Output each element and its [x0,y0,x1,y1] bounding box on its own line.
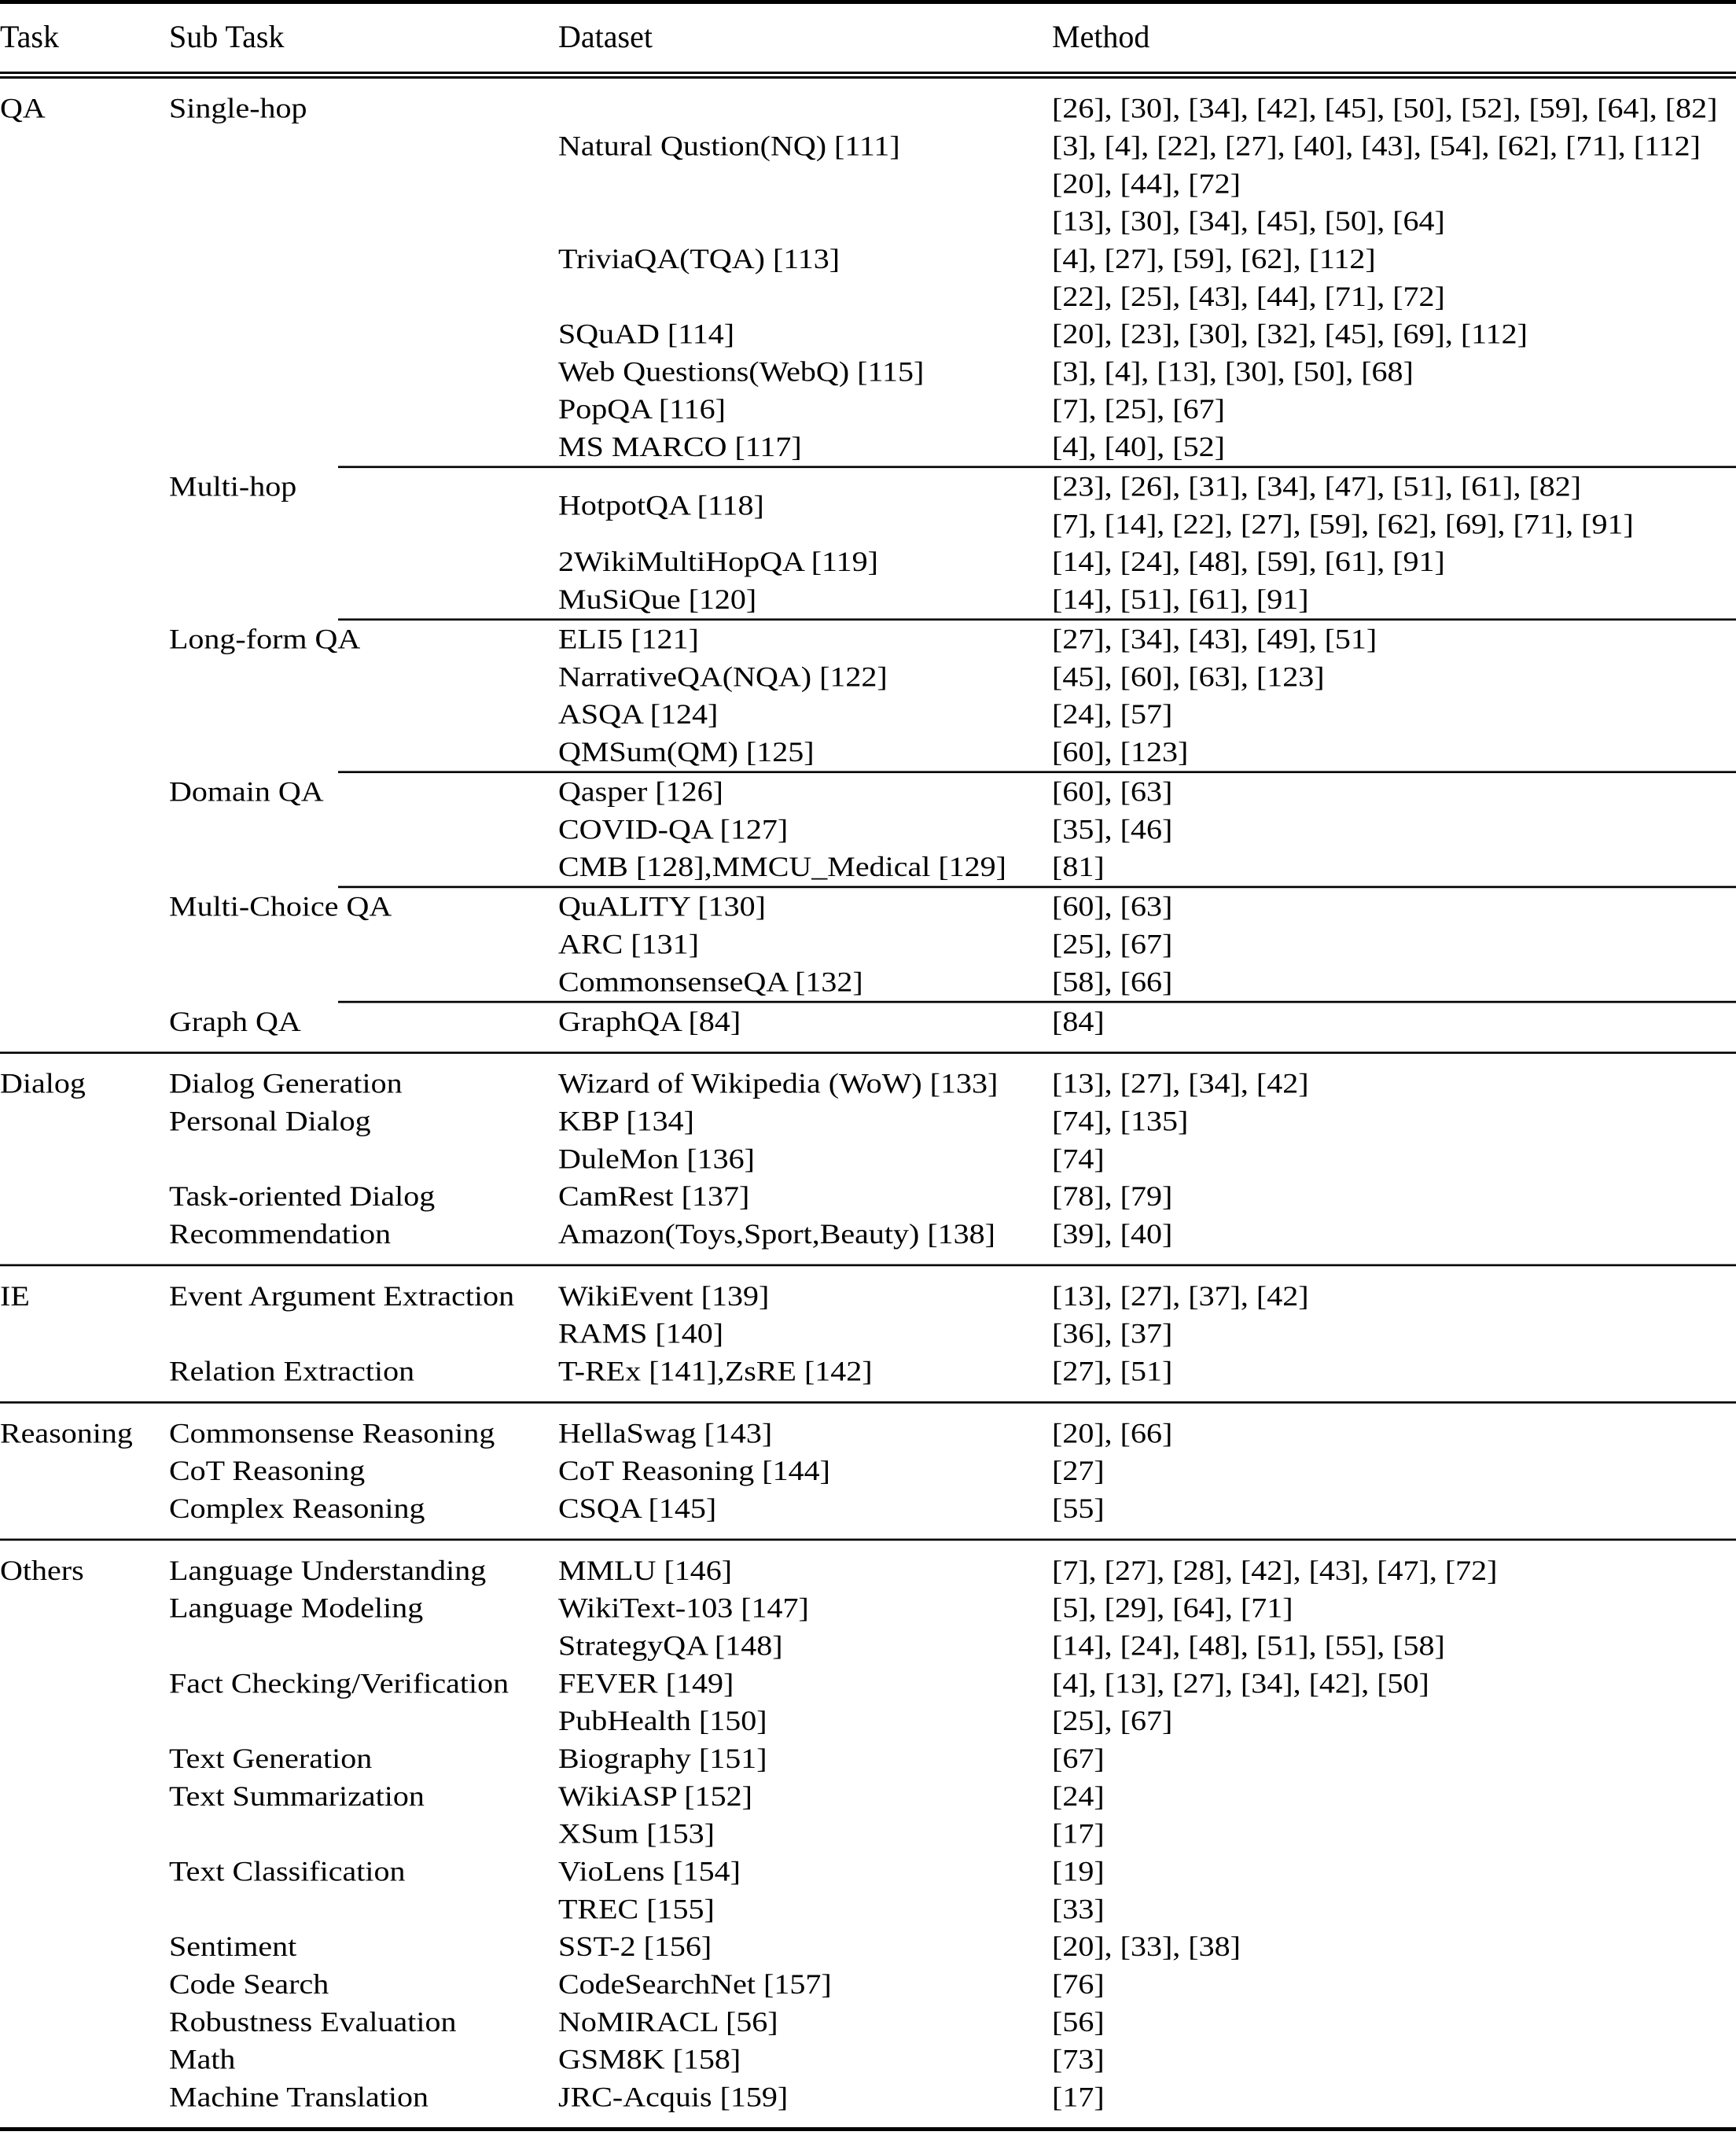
dataset-label: T-REx [141],ZsRE [142] [558,1355,873,1387]
table-row [558,620,1736,658]
table-row [558,90,1736,202]
dataset-rows [558,1178,1736,1216]
task-group [0,1541,1736,2127]
dataset-label: ARC [131] [558,928,699,960]
sub-task-block [169,1452,1736,1490]
task-group-separator-rule [0,1265,1736,1267]
method-line: [13], [30], [34], [45], [50], [64] [1052,205,1445,237]
method-list [1052,1490,1736,1528]
task-group-separator-rule [0,1401,1736,1404]
table-row [558,1740,1736,1778]
header-cell-sub-task: Sub Task [169,19,285,54]
sub-task-label: Multi-hop [169,470,297,503]
method-line: [4], [13], [27], [34], [42], [50] [1052,1667,1429,1699]
header-cell-task: Task [0,19,59,54]
dataset-rows [558,1103,1736,1178]
dataset-label: WikiASP [152] [558,1780,752,1812]
method-list [1052,811,1736,849]
dataset-label: CamRest [137] [558,1180,750,1213]
method-list [1052,2041,1736,2078]
dataset-label: CSQA [145] [558,1493,717,1524]
table-row [558,1627,1736,1665]
method-line: [4], [27], [59], [62], [112] [1052,243,1376,274]
table-row [558,696,1736,734]
method-line: [19] [1052,1855,1105,1887]
method-list [1052,429,1736,466]
sub-task-label: Fact Checking/Verification [169,1667,509,1699]
sub-task-label: Relation Extraction [169,1355,415,1387]
sub-task-block [169,620,1736,771]
method-list [1052,734,1736,771]
table-row [558,1103,1736,1140]
table-row [558,468,1736,543]
task-label: Dialog [0,1067,86,1099]
table-row [558,734,1736,771]
sub-task-label: Recommendation [169,1218,392,1250]
sub-task-block [169,1216,1736,1254]
method-list [1052,2003,1736,2041]
dataset-label: MuSiQue [120] [558,584,757,616]
sub-task-block [169,1178,1736,1216]
dataset-rows [558,90,1736,466]
method-list [1052,1815,1736,1853]
table-row [558,2078,1736,2116]
table-row [558,849,1736,886]
method-line: [81] [1052,851,1105,883]
method-list [1052,1966,1736,2004]
sub-task-label: Task-oriented Dialog [169,1180,436,1213]
sub-task-label: Commonsense Reasoning [169,1417,495,1449]
method-line: [5], [29], [64], [71] [1052,1592,1293,1624]
sub-task-block [169,1740,1736,1778]
dataset-rows [558,1589,1736,1665]
method-list [1052,203,1736,315]
dataset-rows [558,2041,1736,2078]
table-row [558,658,1736,696]
dataset-label: WikiText-103 [147] [558,1592,809,1624]
dataset-rows [558,1740,1736,1778]
method-line: [78], [79] [1052,1180,1173,1213]
method-list [1052,1140,1736,1178]
sub-task-label: Personal Dialog [169,1105,371,1137]
table-row [558,1065,1736,1103]
dataset-rows [558,1216,1736,1254]
method-list [1052,1928,1736,1966]
method-list [1052,543,1736,581]
dataset-label: KBP [134] [558,1105,694,1137]
dataset-label: CodeSearchNet [157] [558,1968,832,2000]
method-list [1052,849,1736,886]
table-row [558,1353,1736,1390]
sub-task-label: Machine Translation [169,2081,428,2113]
dataset-label: HellaSwag [143] [558,1417,773,1449]
method-line: [27], [51] [1052,1355,1173,1387]
method-list [1052,1853,1736,1890]
task-group-body [169,1277,1736,1390]
dataset-rows [558,1277,1736,1353]
method-line: [45], [60], [63], [123] [1052,661,1325,693]
method-line: [58], [66] [1052,966,1173,998]
sub-task-separator-rule [169,771,1736,773]
method-line: [17] [1052,2081,1105,2113]
table-row [558,1589,1736,1627]
method-line: [27] [1052,1455,1105,1487]
dataset-rows [558,1065,1736,1103]
dataset-rows [558,1966,1736,2004]
dataset-rows [558,2078,1736,2116]
sub-task-block [169,468,1736,618]
method-line: [4], [40], [52] [1052,431,1225,463]
dataset-rows [558,888,1736,1000]
method-line: [60], [63] [1052,890,1173,922]
dataset-rows [558,1353,1736,1390]
method-line: [20], [33], [38] [1052,1931,1241,1963]
table-row [558,1452,1736,1490]
method-list [1052,1777,1736,1815]
method-line: [7], [25], [67] [1052,393,1225,425]
dataset-label: SQuAD [114] [558,318,735,350]
method-list [1052,658,1736,696]
table-bottom-rule [0,2127,1736,2131]
method-list [1052,1890,1736,1928]
sub-task-label: Math [169,2043,236,2075]
task-group-body [169,1552,1736,2115]
method-list [1052,1627,1736,1665]
table-row [558,888,1736,926]
dataset-label: QMSum(QM) [125] [558,736,815,768]
sub-task-block [169,1928,1736,1966]
method-list [1052,1452,1736,1490]
method-list [1052,353,1736,391]
table-row [558,543,1736,581]
table-row [558,203,1736,315]
method-list [1052,1703,1736,1740]
method-list [1052,1740,1736,1778]
method-list [1052,1065,1736,1103]
method-list [1052,1103,1736,1140]
dataset-label: FEVER [149] [558,1667,734,1699]
sub-task-block [169,90,1736,466]
dataset-label: CoT Reasoning [144] [558,1455,830,1487]
dataset-label: Biography [151] [558,1743,767,1774]
method-line: [20], [66] [1052,1417,1173,1449]
sub-task-label: Text Summarization [169,1780,425,1812]
table-row [558,1003,1736,1040]
method-line: [14], [24], [48], [59], [61], [91] [1052,546,1445,578]
table-row [558,1815,1736,1853]
sub-task-label: Text Classification [169,1855,406,1887]
dataset-label: TriviaQA(TQA) [113] [558,243,840,274]
sub-task-block [169,2003,1736,2041]
dataset-label: RAMS [140] [558,1317,724,1349]
task-label: IE [0,1279,30,1312]
method-line: [24] [1052,1780,1105,1812]
sub-task-block [169,2078,1736,2116]
task-group [0,1266,1736,1401]
method-list [1052,1415,1736,1452]
method-line: [67] [1052,1743,1105,1774]
sub-task-label: Domain QA [169,775,324,808]
dataset-label: COVID-QA [127] [558,813,789,845]
dataset-label: CMB [128],MMCU_Medical [129] [558,851,1006,883]
sub-task-separator-rule [169,466,1736,468]
dataset-label: Qasper [126] [558,775,723,808]
table-row [558,773,1736,811]
sub-task-block [169,1777,1736,1853]
sub-task-block [169,1103,1736,1178]
sub-task-block [169,1003,1736,1040]
sub-task-block [169,773,1736,885]
dataset-label: ELI5 [121] [558,623,699,655]
method-line: [14], [51], [61], [91] [1052,584,1309,616]
sub-task-separator-rule [169,1001,1736,1003]
header-separator-rule [0,72,1736,79]
table-row [558,1853,1736,1890]
dataset-rows [558,1665,1736,1740]
table-row [558,581,1736,619]
dataset-label: JRC-Acquis [159] [558,2081,789,2113]
dataset-label: Wizard of Wikipedia (WoW) [133] [558,1067,999,1099]
dataset-label: SST-2 [156] [558,1931,712,1963]
task-group-separator-rule [0,1051,1736,1054]
table-row [558,1552,1736,1589]
sub-task-label: Multi-Choice QA [169,890,392,922]
method-line: [55] [1052,1493,1105,1524]
dataset-label: MMLU [146] [558,1554,733,1586]
dataset-label: GSM8K [158] [558,2043,741,2075]
method-list [1052,1552,1736,1589]
table-row [558,429,1736,466]
table-row [558,1490,1736,1528]
table-row [558,315,1736,353]
sub-task-label: Text Generation [169,1743,373,1774]
method-line: [36], [37] [1052,1317,1173,1349]
table-row [558,1415,1736,1452]
method-line: [23], [26], [31], [34], [47], [51], [61], [82] [1052,470,1582,503]
dataset-label: Web Questions(WebQ) [115] [558,355,925,388]
table-row [558,353,1736,391]
method-line: [39], [40] [1052,1218,1173,1250]
sub-task-block [169,1853,1736,1928]
table-row [558,1178,1736,1216]
sub-task-block [169,1353,1736,1390]
dataset-rows [558,1452,1736,1490]
method-line: [13], [27], [37], [42] [1052,1279,1309,1312]
method-list [1052,1216,1736,1254]
table-row [558,1777,1736,1815]
method-list [1052,1589,1736,1627]
dataset-label: DuleMon [136] [558,1143,755,1175]
method-line: [3], [4], [22], [27], [40], [43], [54], [62], [71], [112] [1052,130,1701,162]
dataset-rows [558,773,1736,885]
method-line: [17] [1052,1817,1105,1850]
dataset-label: Natural Qustion(NQ) [111] [558,130,900,162]
method-line: [26], [30], [34], [42], [45], [50], [52], [59], [64], [82] [1052,92,1718,124]
dataset-rows [558,468,1736,618]
table-row [558,963,1736,1001]
sub-task-label: Code Search [169,1968,329,2000]
sub-task-block [169,1065,1736,1103]
dataset-label: NarrativeQA(NQA) [122] [558,661,888,693]
method-list [1052,773,1736,811]
task-group [0,79,1736,1051]
method-line: [14], [24], [48], [51], [55], [58] [1052,1629,1445,1662]
table-row [558,2041,1736,2078]
method-line: [60], [123] [1052,736,1189,768]
method-line: [20], [23], [30], [32], [45], [69], [112] [1052,318,1528,350]
table-header-row [0,4,1736,72]
dataset-rows [558,1853,1736,1928]
header-cell-method: Method [1052,19,1150,54]
dataset-label: ASQA [124] [558,698,719,731]
sub-task-label: Language Modeling [169,1592,424,1624]
sub-task-label: Language Understanding [169,1554,487,1586]
task-label: Reasoning [0,1417,133,1449]
method-line: [13], [27], [34], [42] [1052,1067,1309,1099]
method-list [1052,391,1736,429]
table-row [558,811,1736,849]
dataset-label: MS MARCO [117] [558,431,802,463]
dataset-label: TREC [155] [558,1893,715,1925]
method-line: [74], [135] [1052,1105,1189,1137]
method-line: [76] [1052,1968,1105,2000]
sub-task-block [169,1665,1736,1740]
method-list [1052,2078,1736,2116]
method-line: [7], [14], [22], [27], [59], [62], [69], [71], [91] [1052,508,1634,540]
dataset-label: 2WikiMultiHopQA [119] [558,546,878,578]
method-line: [20], [44], [72] [1052,168,1241,200]
dataset-label: XSum [153] [558,1817,715,1850]
task-group-body [169,90,1736,1040]
dataset-rows [558,1003,1736,1040]
sub-task-label: Graph QA [169,1005,301,1037]
dataset-label: GraphQA [84] [558,1005,741,1037]
dataset-rows [558,620,1736,771]
dataset-label: HotpotQA [118] [558,489,764,521]
table-row [558,1890,1736,1928]
task-label: QA [0,92,46,124]
dataset-rows [558,1552,1736,1589]
sub-task-block [169,888,1736,1000]
method-list [1052,1353,1736,1390]
sub-task-label: Sentiment [169,1931,297,1963]
method-list [1052,468,1736,543]
method-line: [24], [57] [1052,698,1173,731]
method-line: [33] [1052,1893,1105,1925]
task-group-body [169,1415,1736,1527]
sub-task-separator-rule [169,886,1736,889]
method-line: [3], [4], [13], [30], [50], [68] [1052,355,1414,388]
sub-task-label: Single-hop [169,92,307,124]
method-line: [27], [34], [43], [49], [51] [1052,623,1377,655]
task-label: Others [0,1554,84,1586]
header-cell-dataset: Dataset [558,19,653,54]
method-list [1052,581,1736,619]
dataset-label: QuALITY [130] [558,890,767,922]
table-row [558,1928,1736,1966]
sub-task-label: CoT Reasoning [169,1455,366,1487]
method-line: [74] [1052,1143,1105,1175]
dataset-label: PubHealth [150] [558,1705,767,1737]
method-line: [56] [1052,2005,1105,2038]
method-list [1052,1665,1736,1703]
method-line: [22], [25], [43], [44], [71], [72] [1052,280,1445,312]
dataset-rows [558,1928,1736,1966]
dataset-rows [558,1490,1736,1528]
table-row [558,1703,1736,1740]
dataset-rows [558,1415,1736,1452]
dataset-label: StrategyQA [148] [558,1629,783,1662]
dataset-label: CommonsenseQA [132] [558,966,863,998]
sub-task-label: Dialog Generation [169,1067,403,1099]
method-list [1052,1178,1736,1216]
method-list [1052,315,1736,353]
method-line: [35], [46] [1052,813,1173,845]
method-list [1052,90,1736,202]
table-row [558,1665,1736,1703]
method-list [1052,620,1736,658]
method-list [1052,1315,1736,1353]
method-list [1052,926,1736,963]
table-row [558,2003,1736,2041]
task-group [0,1054,1736,1264]
method-line: [25], [67] [1052,928,1173,960]
task-group-body [169,1065,1736,1253]
task-group [0,1404,1736,1539]
sub-task-block [169,1490,1736,1528]
sub-task-label: Event Argument Extraction [169,1279,515,1312]
method-line: [25], [67] [1052,1705,1173,1737]
dataset-rows [558,2003,1736,2041]
sub-task-label: Long-form QA [169,623,361,655]
sub-task-block [169,1415,1736,1452]
sub-task-block [169,1277,1736,1353]
sub-task-block [169,1589,1736,1665]
sub-task-label: Complex Reasoning [169,1493,425,1524]
method-line: [84] [1052,1005,1105,1037]
dataset-label: Amazon(Toys,Sport,Beauty) [138] [558,1218,995,1250]
dataset-label: WikiEvent [139] [558,1279,770,1312]
sub-task-label: Robustness Evaluation [169,2005,457,2038]
table-row [558,926,1736,963]
sub-task-block [169,2041,1736,2078]
table-row [558,1277,1736,1315]
method-list [1052,1003,1736,1040]
method-list [1052,888,1736,926]
dataset-rows [558,1777,1736,1853]
table-row [558,391,1736,429]
method-list [1052,963,1736,1001]
dataset-label: VioLens [154] [558,1855,741,1887]
task-group-separator-rule [0,1539,1736,1541]
sub-task-block [169,1552,1736,1589]
sub-task-separator-rule [169,618,1736,620]
table-row [558,1216,1736,1254]
table-row [558,1315,1736,1353]
dataset-label: PopQA [116] [558,393,726,425]
method-line: [73] [1052,2043,1105,2075]
table-top-rule [0,0,1736,4]
method-list [1052,1277,1736,1315]
dataset-label: NoMIRACL [56] [558,2005,778,2038]
table-row [558,1966,1736,2004]
table-row [558,1140,1736,1178]
sub-task-block [169,1966,1736,2004]
method-line: [7], [27], [28], [42], [43], [47], [72] [1052,1554,1498,1586]
method-list [1052,696,1736,734]
method-line: [60], [63] [1052,775,1173,808]
